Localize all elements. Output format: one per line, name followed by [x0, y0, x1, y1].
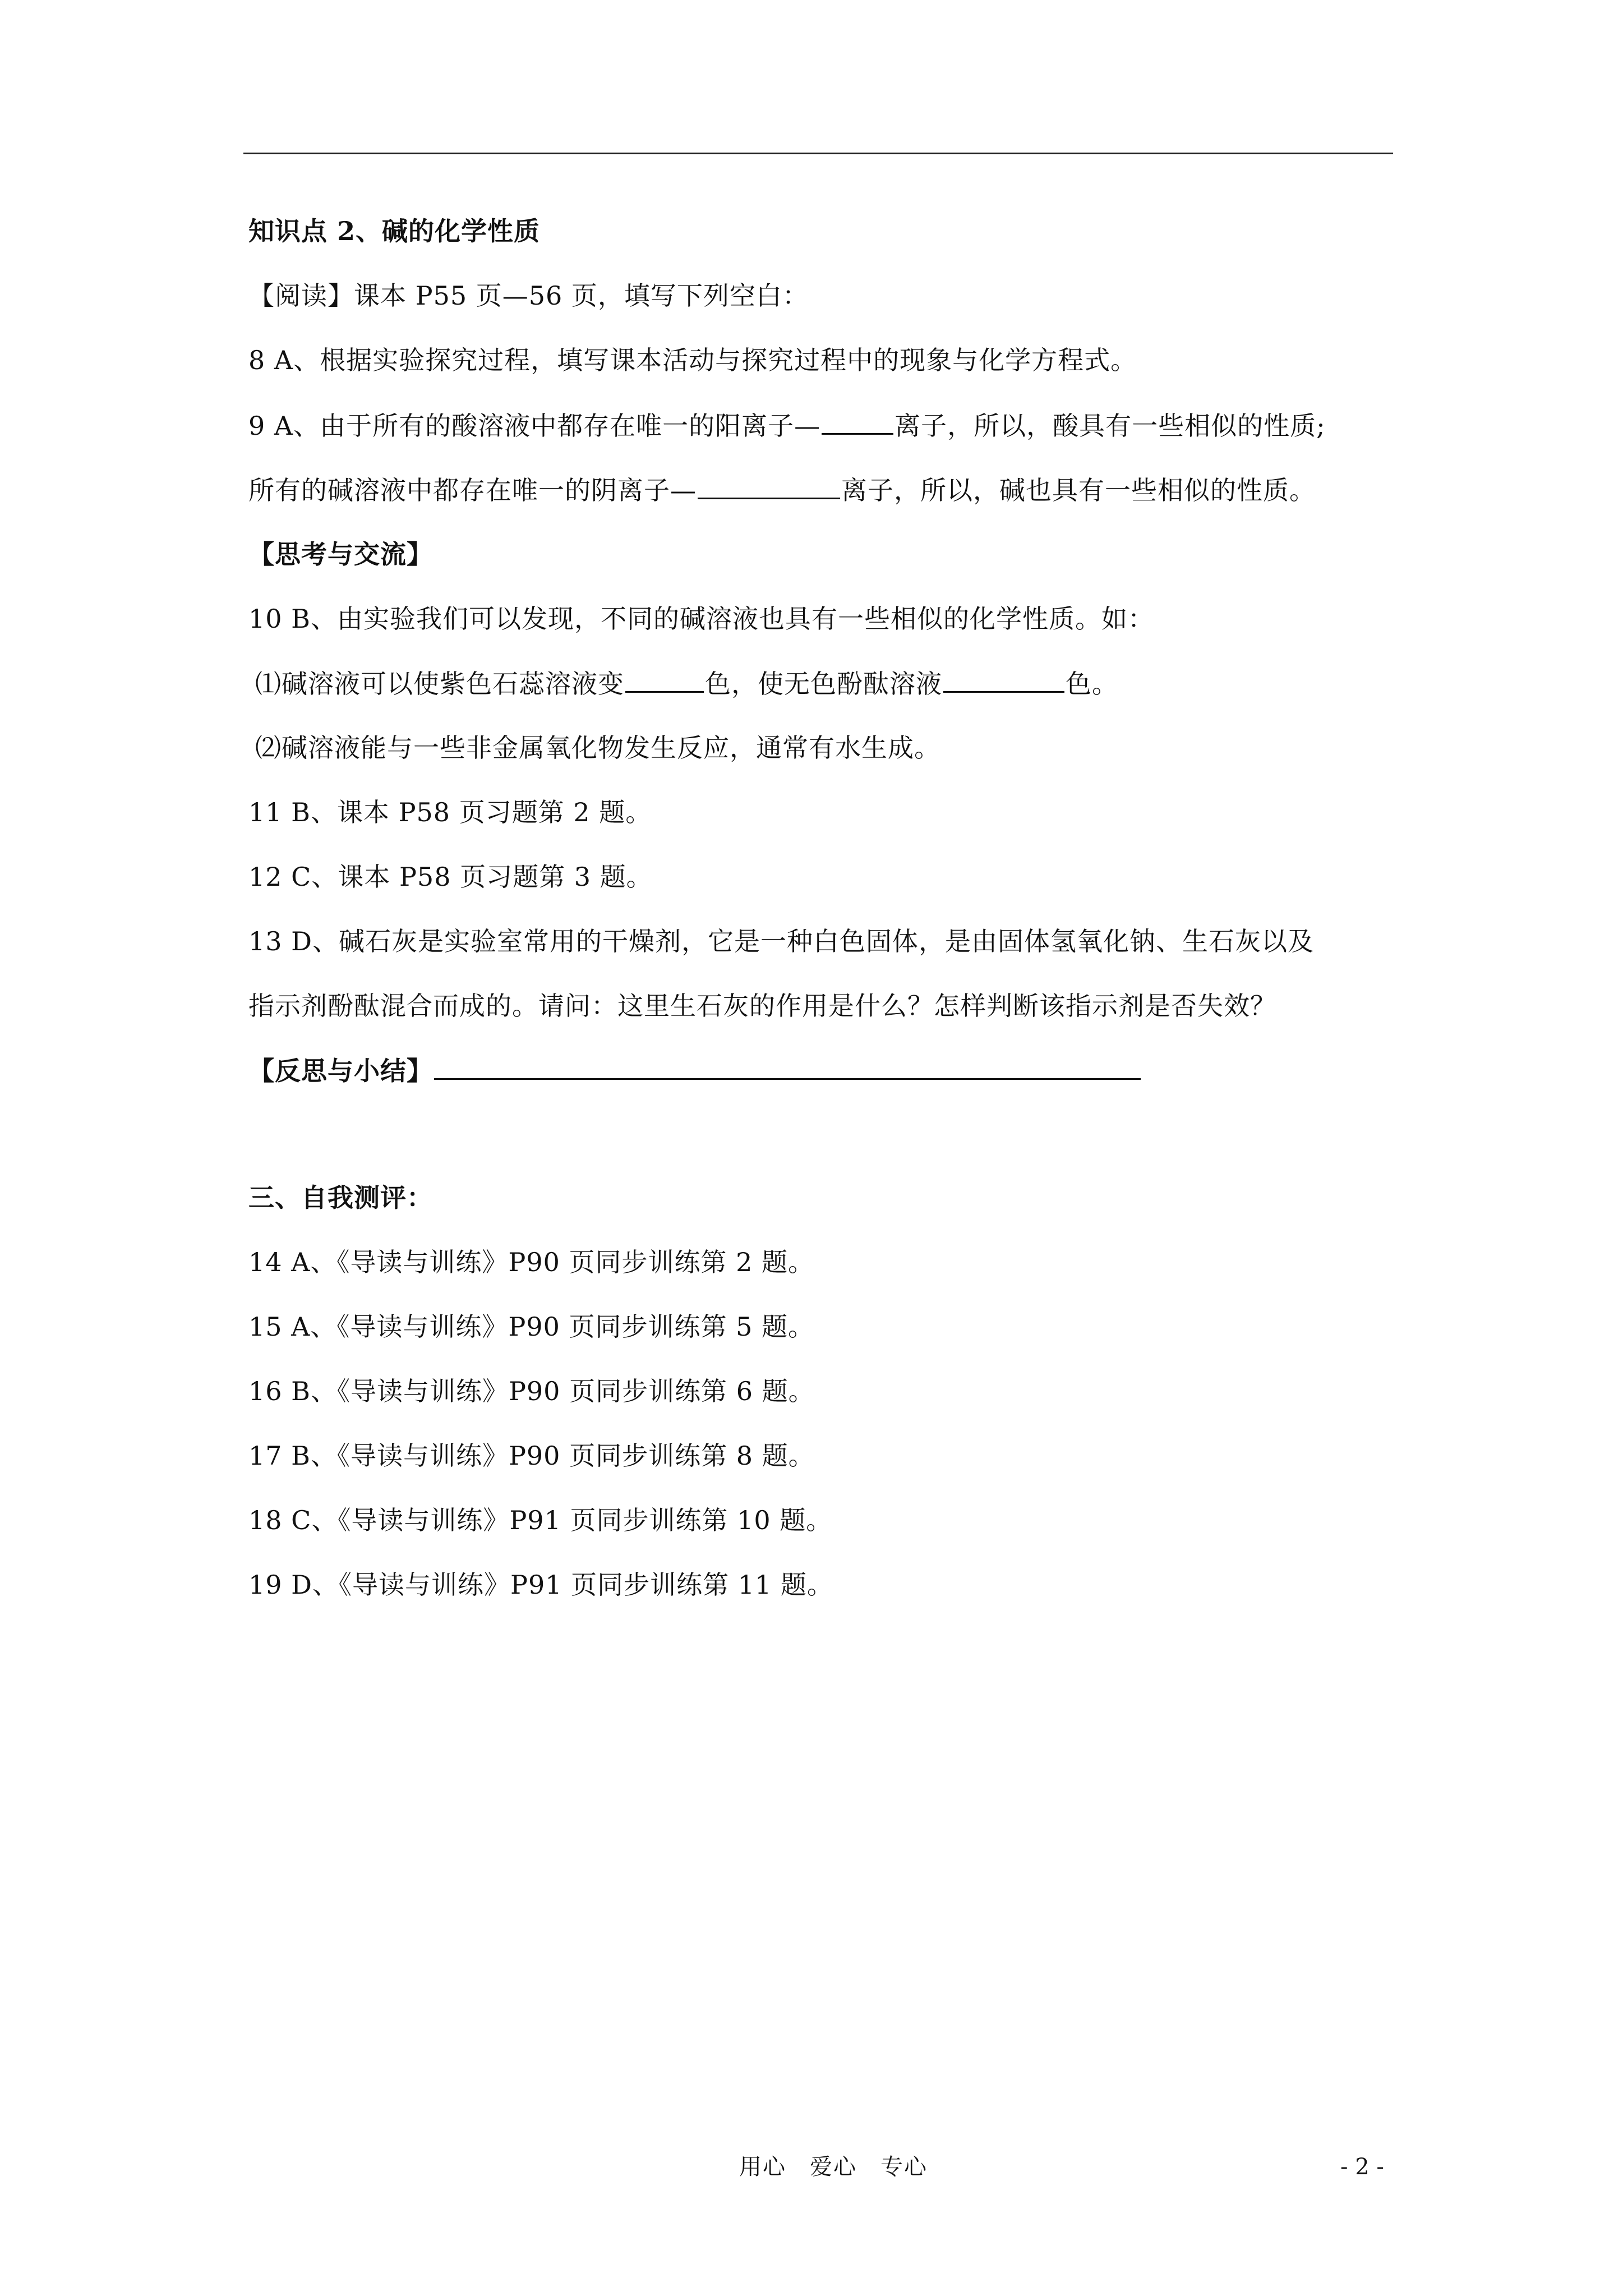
question-9-line2: [248, 473, 1316, 507]
section-heading: 知识点 2、碱的化学性质: [248, 216, 541, 246]
question-12: 12 C、课本 P58 页习题第 3 题。: [248, 862, 653, 892]
question-10-intro: 10 B、由实验我们可以发现，不同的碱溶液也具有一些相似的化学性质。如：: [248, 604, 1154, 634]
q10-blank-phenolphthalein[interactable]: [943, 666, 1064, 693]
self-test-item: 14 A、《导读与训练》P90 页同步训练第 2 题。: [248, 1247, 814, 1277]
reading-instruction: [248, 279, 809, 312]
reflection-line: [248, 1053, 1142, 1088]
question-10-item2: ⑵碱溶液能与一些非金属氧化物发生反应，通常有水生成。: [255, 733, 940, 763]
header-rule: [243, 153, 1393, 154]
q9-text-part1: 9 A、由于所有的酸溶液中都存在唯一的阳离子—: [248, 411, 821, 441]
q10-item1-text-a: ⑴碱溶液可以使紫色石蕊溶液变: [255, 669, 624, 699]
self-test-item: 15 A、《导读与训练》P90 页同步训练第 5 题。: [248, 1312, 814, 1342]
think-heading: 【思考与交流】: [248, 539, 433, 569]
q10-item1-text-b: 色，使无色酚酞溶液: [705, 669, 942, 699]
question-9-line1: [248, 408, 1326, 443]
reading-label: 【阅读】: [248, 280, 354, 311]
self-test-item: 16 B、《导读与训练》P90 页同步训练第 6 题。: [248, 1376, 815, 1406]
self-test-item: 19 D、《导读与训练》P91 页同步训练第 11 题。: [248, 1570, 833, 1600]
page-number: - 2 -: [1340, 2154, 1384, 2180]
question-13-line1: 13 D、碱石灰是实验室常用的干燥剂，它是一种白色固体，是由固体氢氧化钠、生石灰以及: [248, 926, 1315, 956]
self-test-heading: 三、自我测评：: [248, 1182, 433, 1213]
question-13-line2: 指示剂酚酞混合而成的。请问：这里生石灰的作用是什么？怎样判断该指示剂是否失效？: [248, 991, 1276, 1021]
q9-text-part2: 离子，所以，酸具有一些相似的性质;: [895, 411, 1326, 441]
self-test-item: 17 B、《导读与训练》P90 页同步训练第 8 题。: [248, 1441, 815, 1471]
q9-blank-cation[interactable]: [822, 408, 893, 435]
reflection-blank[interactable]: [434, 1053, 1141, 1080]
question-10-item1: [255, 666, 1118, 701]
q9-blank-anion[interactable]: [698, 473, 840, 499]
question-11: 11 B、课本 P58 页习题第 2 题。: [248, 797, 652, 827]
q9-text-part3: 所有的碱溶液中都存在唯一的阴离子—: [248, 475, 697, 505]
self-test-item: 18 C、《导读与训练》P91 页同步训练第 10 题。: [248, 1505, 833, 1535]
q10-item1-text-c: 色。: [1066, 669, 1118, 699]
footer-motto: 用心 爱心 专心: [739, 2154, 928, 2180]
q9-text-part4: 离子，所以，碱也具有一些相似的性质。: [841, 475, 1316, 505]
reading-text: 课本 P55 页—56 页，填写下列空白：: [354, 280, 809, 311]
reflection-heading: 【反思与小结】: [248, 1056, 433, 1086]
q10-blank-litmus[interactable]: [625, 666, 704, 693]
question-8: 8 A、根据实验探究过程，填写课本活动与探究过程中的现象与化学方程式。: [248, 345, 1137, 375]
